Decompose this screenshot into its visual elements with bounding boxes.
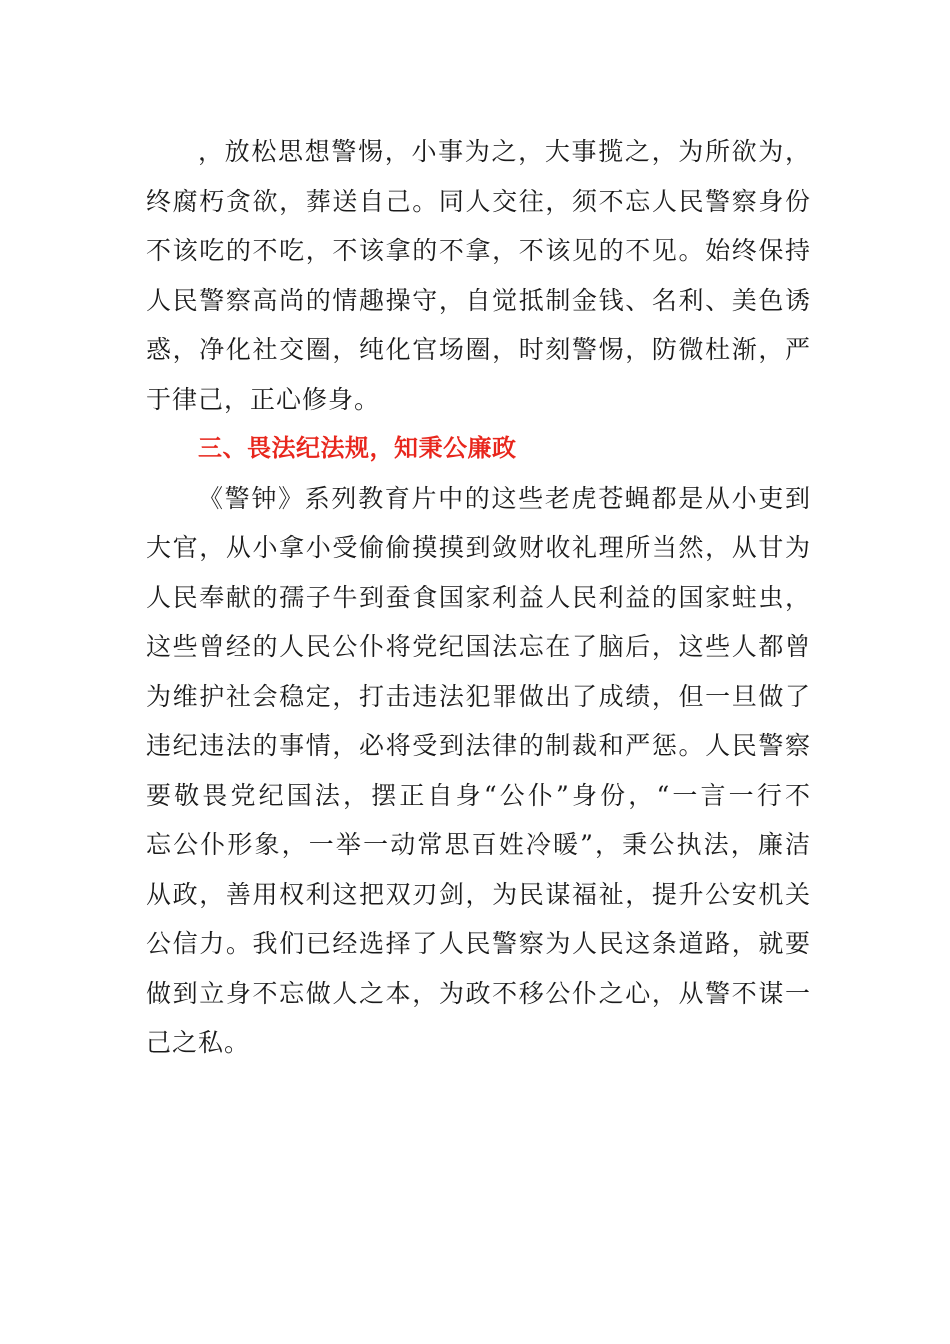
text-line: 于律己，正心修身。 <box>146 384 381 414</box>
text-line: 惑，净化社交圈，纯化官场圈，时刻警惕，防微杜渐，严 <box>146 335 811 364</box>
paragraph-integrity <box>146 127 811 424</box>
paragraph-law <box>146 474 811 1068</box>
text-line: 人民警察高尚的情趣操守，自觉抵制金钱、名利、美色诱 <box>146 285 811 315</box>
text-line: ，放松思想警惕，小事为之，大事揽之，为所欲为， <box>198 137 811 166</box>
text-line: 从政，善用权利这把双刃剑，为民谋福祉，提升公安机关 <box>146 879 811 909</box>
text-line: 违纪违法的事情，必将受到法律的制裁和严惩。人民警察 <box>146 731 811 760</box>
text-line: 不该吃的不吃，不该拿的不拿，不该见的不见。始终保持 <box>146 236 811 265</box>
text-line: 为维护社会稳定，打击违法犯罪做出了成绩，但一旦做了 <box>146 681 811 711</box>
text-line: 这些曾经的人民公仆将党纪国法忘在了脑后，这些人都曾 <box>146 632 811 661</box>
text-line: 终腐朽贪欲，葬送自己。同人交往，须不忘人民警察身份 <box>146 186 811 216</box>
text-line: 公信力。我们已经选择了人民警察为人民这条道路，就要 <box>146 929 811 958</box>
text-line: 要敬畏党纪国法，摆正自身“公仆”身份，“一言一行不 <box>146 780 811 810</box>
text-line: 大官，从小拿小受偷偷摸摸到敛财收礼理所当然，从甘为 <box>146 533 811 562</box>
text-line: 《警钟》系列教育片中的这些老虎苍蝇都是从小吏到 <box>198 483 811 513</box>
section-heading: 三、畏法纪法规，知秉公廉政 <box>198 434 517 462</box>
text-line: 忘公仆形象，一举一动常思百姓冷暖”，秉公执法，廉洁 <box>146 830 811 859</box>
text-line: 做到立身不忘做人之本，为政不移公仆之心，从警不谋一 <box>146 978 811 1008</box>
document-body <box>146 127 811 1068</box>
text-line: 己之私。 <box>146 1028 251 1057</box>
text-line: 人民奉献的孺子牛到蚕食国家利益人民利益的国家蛀虫， <box>146 582 811 612</box>
